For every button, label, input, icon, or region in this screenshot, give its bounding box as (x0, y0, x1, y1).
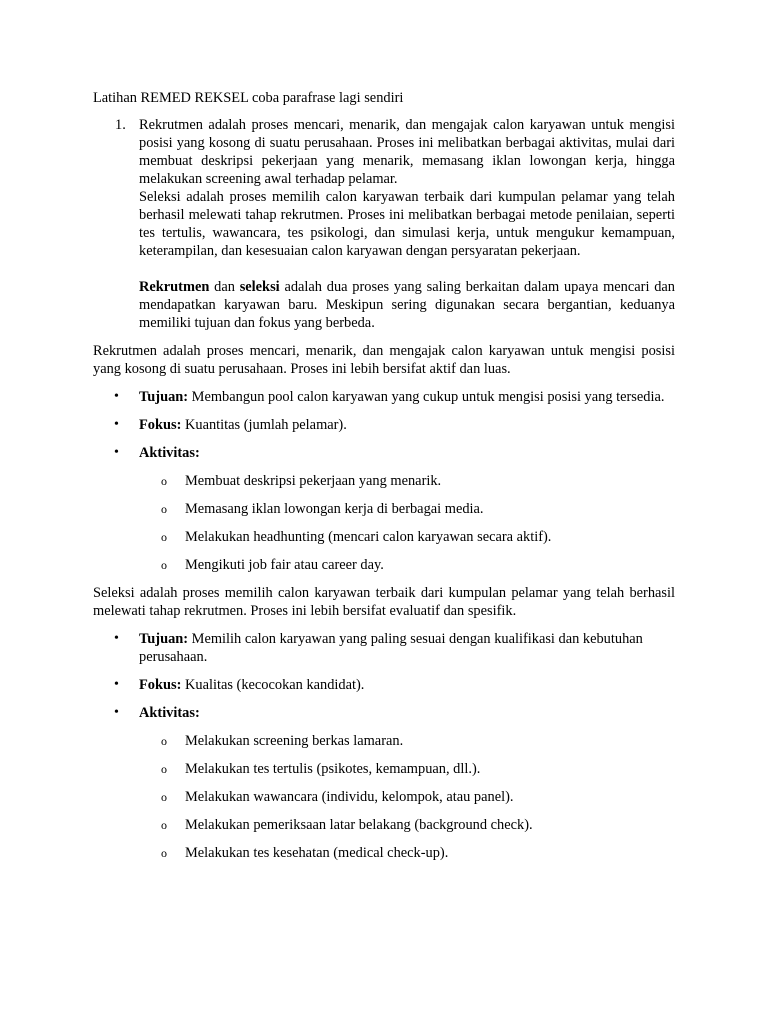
seleksi-intro: Seleksi adalah proses memilih calon karyawan terbaik dari kumpulan pelamar yang telah berhasil melewati tahap rekrutmen. Proses ini lebih bersifat evaluatif dan spesifik. (93, 585, 675, 619)
bold-seleksi: seleksi (239, 279, 280, 295)
list-item: • Tujuan: Membangun pool calon karyawan yang cukup untuk mengisi posisi yang tersedia. (114, 389, 665, 405)
list-item: o Melakukan tes kesehatan (medical check-up). (161, 845, 449, 861)
bold-rekrutmen: Rekrutmen (139, 279, 210, 295)
list-item: o Melakukan screening berkas lamaran. (161, 733, 404, 749)
rekrutmen-intro: Rekrutmen adalah proses mencari, menarik, dan mengajak calon karyawan untuk mengisi posisi yang kosong di suatu perusahaan. Proses ini lebih bersifat aktif dan luas. (93, 343, 675, 377)
circle-bullet-icon: o (161, 818, 167, 832)
list-item: o Melakukan tes tertulis (psikotes, kemampuan, dll.). (161, 761, 481, 777)
bullet-icon: • (114, 445, 119, 460)
comparison-paragraph: Rekrutmen dan seleksi adalah dua proses yang saling berkaitan dalam upaya mencari dan mendapatkan karyawan baru. Meskipun sering digunakan secara bergantian, keduanya memiliki tujuan dan fokus yang berbeda. (139, 279, 675, 331)
list-item: o Melakukan wawancara (individu, kelompok, atau panel). (161, 789, 514, 805)
circle-bullet-icon: o (161, 474, 167, 488)
bullet-icon: • (114, 417, 119, 432)
document-title: Latihan REMED REKSEL coba parafrase lagi sendiri (93, 90, 404, 106)
list-item: o Memasang iklan lowongan kerja di berbagai media. (161, 501, 484, 517)
seleksi-definition: Seleksi adalah proses memilih calon karyawan terbaik dari kumpulan pelamar yang telah berhasil melewati tahap rekrutmen. Proses ini melibatkan berbagai metode penilaian, seperti tes tertulis, wawancara, tes psikologi, dan simulasi kerja, untuk mengukur kemampuan, keterampilan, dan kesesuaian calon karyawan dengan persyaratan pekerjaan. (139, 189, 675, 259)
list-number: 1. (115, 117, 126, 133)
circle-bullet-icon: o (161, 846, 167, 860)
list-item: o Melakukan pemeriksaan latar belakang (background check). (161, 817, 533, 833)
circle-bullet-icon: o (161, 502, 167, 516)
list-item: • Fokus: Kualitas (kecocokan kandidat). (114, 677, 365, 693)
circle-bullet-icon: o (161, 530, 167, 544)
document-body (93, 89, 675, 862)
seleksi-activities (93, 732, 675, 862)
list-item: o Mengikuti job fair atau career day. (161, 557, 384, 573)
list-item: o Membuat deskripsi pekerjaan yang menarik. (161, 473, 442, 489)
bullet-icon: • (114, 677, 119, 692)
bullet-icon: • (114, 389, 119, 404)
rekrutmen-activities (93, 472, 675, 574)
list-item: o Melakukan headhunting (mencari calon karyawan secara aktif). (161, 529, 552, 545)
rekrutmen-definition: Rekrutmen adalah proses mencari, menarik, dan mengajak calon karyawan untuk mengisi posisi yang kosong di suatu perusahaan. Proses ini melibatkan berbagai aktivitas, mulai dari membuat deskripsi pekerjaan yang menarik, memasang iklan lowongan kerja, hingga melakukan screening awal terhadap pelamar. (139, 117, 675, 187)
circle-bullet-icon: o (161, 558, 167, 572)
list-item: • Fokus: Kuantitas (jumlah pelamar). (114, 417, 347, 433)
circle-bullet-icon: o (161, 734, 167, 748)
numbered-item-1 (93, 116, 675, 332)
circle-bullet-icon: o (161, 790, 167, 804)
seleksi-bullets (93, 630, 675, 722)
circle-bullet-icon: o (161, 762, 167, 776)
list-item: • Tujuan: Memilih calon karyawan yang paling sesuai dengan kualifikasi dan kebutuhan perusahaan. (114, 631, 643, 665)
list-item: • Aktivitas: (114, 445, 200, 461)
bullet-icon: • (114, 705, 119, 720)
rekrutmen-bullets (93, 388, 675, 462)
list-item: • Aktivitas: (114, 705, 200, 721)
bullet-icon: • (114, 631, 119, 646)
